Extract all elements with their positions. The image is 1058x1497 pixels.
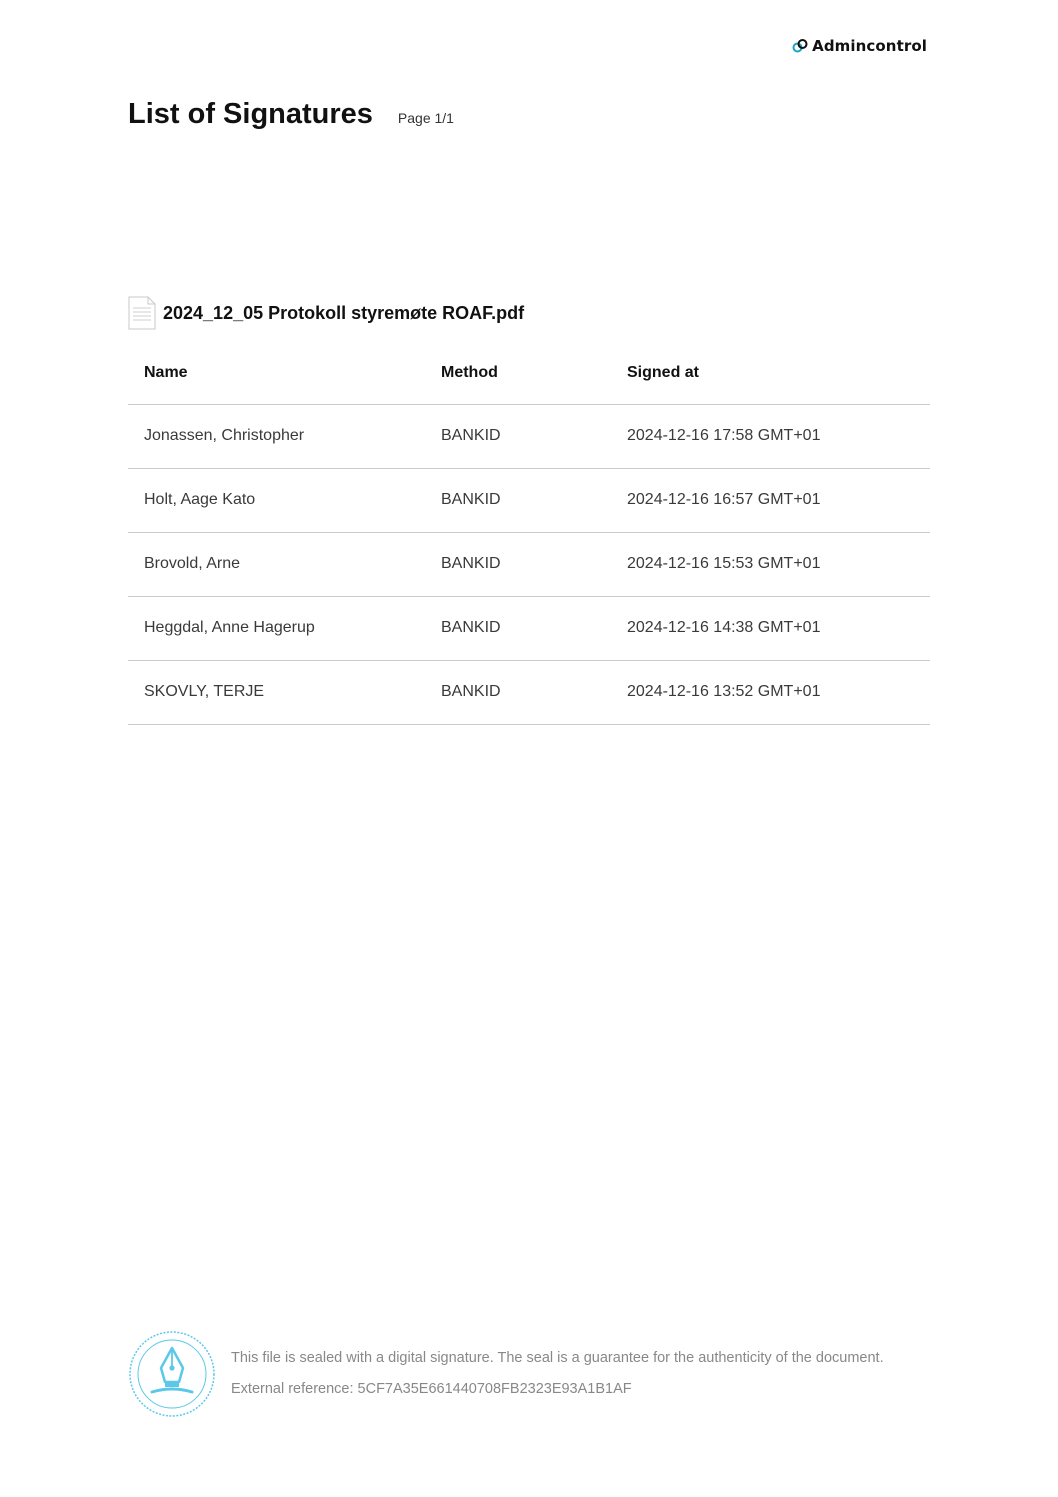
seal-footer <box>128 1330 884 1418</box>
external-reference: External reference: 5CF7A35E661440708FB2323E93A1B1AF <box>231 1381 632 1397</box>
signed-at: 2024-12-16 13:52 GMT+01 <box>627 683 821 700</box>
table-row <box>128 660 930 724</box>
signatures-table <box>128 342 930 725</box>
page-header <box>128 98 454 131</box>
table-row <box>128 468 930 532</box>
signing-method: BANKID <box>441 427 501 444</box>
document-heading <box>128 296 524 330</box>
signing-method: BANKID <box>441 683 501 700</box>
table-row <box>128 404 930 468</box>
signing-method: BANKID <box>441 555 501 572</box>
seal-text <box>231 1343 884 1405</box>
brand-logo <box>792 37 927 55</box>
digital-seal-pen-icon <box>128 1330 216 1418</box>
signer-name: Brovold, Arne <box>144 555 241 572</box>
signing-method: BANKID <box>441 619 501 636</box>
admincontrol-logo-icon <box>792 38 808 54</box>
signed-at: 2024-12-16 17:58 GMT+01 <box>627 427 821 444</box>
signed-at: 2024-12-16 14:38 GMT+01 <box>627 619 821 636</box>
signed-at: 2024-12-16 15:53 GMT+01 <box>627 555 821 572</box>
file-icon <box>128 296 156 330</box>
brand-name: Admincontrol <box>812 37 927 55</box>
signer-name: Heggdal, Anne Hagerup <box>144 619 315 636</box>
table-row <box>128 596 930 660</box>
seal-notice: This file is sealed with a digital signature. The seal is a guarantee for the authenticity of the document. <box>231 1350 884 1366</box>
page-title: List of Signatures <box>128 98 373 130</box>
signer-name: Holt, Aage Kato <box>144 491 256 508</box>
signing-method: BANKID <box>441 491 501 508</box>
column-header-name: Name <box>144 363 188 381</box>
table-row <box>128 532 930 596</box>
table-header-row <box>128 342 930 404</box>
column-header-method: Method <box>441 363 498 381</box>
signer-name: Jonassen, Christopher <box>144 427 305 444</box>
column-header-signed-at: Signed at <box>627 363 700 381</box>
signer-name: SKOVLY, TERJE <box>144 683 265 700</box>
document-filename: 2024_12_05 Protokoll styremøte ROAF.pdf <box>163 302 525 323</box>
page-number: Page 1/1 <box>397 110 454 126</box>
signed-at: 2024-12-16 16:57 GMT+01 <box>627 491 821 508</box>
